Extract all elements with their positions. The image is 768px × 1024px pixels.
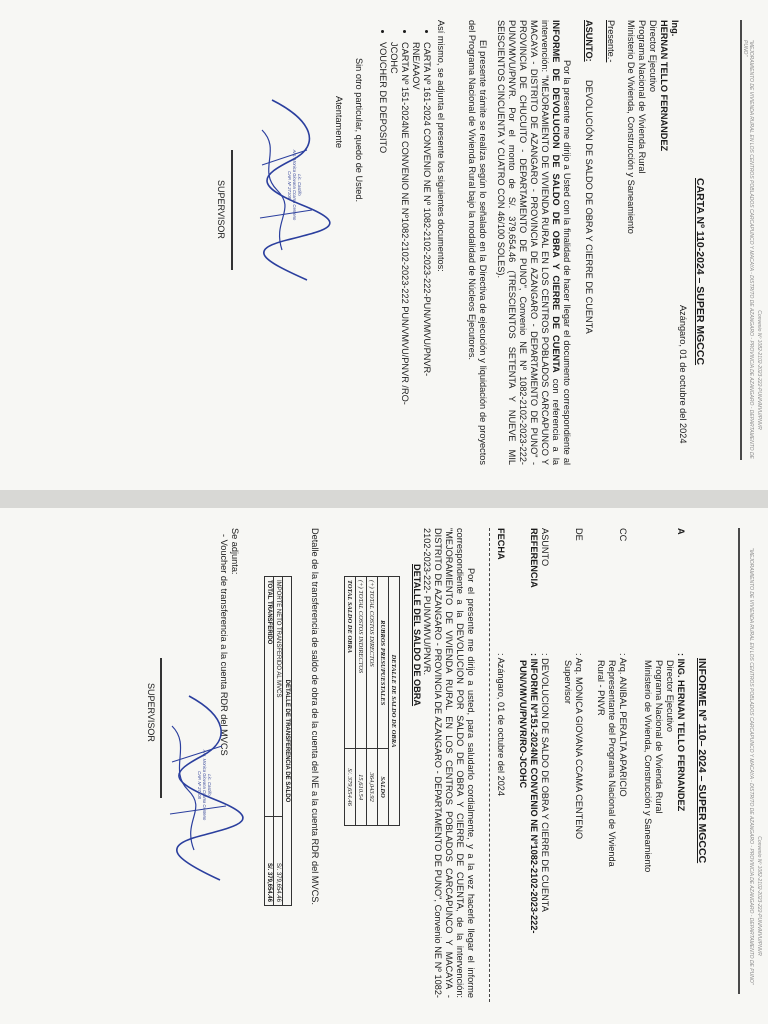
- table-row: [356, 577, 367, 826]
- table-cell: 15,610.54: [356, 749, 367, 826]
- report-a-line-1: : ING. HERNAN TELLO FERNANDEZ: [676, 653, 686, 812]
- report-header-rule: [738, 528, 740, 994]
- transfer-table: [264, 576, 292, 906]
- report-ref-line-2: PUN/VMVU/PNVR/RO-JCOHC: [518, 660, 528, 789]
- letter-header-rule: [740, 20, 742, 460]
- signer-title: SUPERVISOR: [216, 180, 226, 239]
- attach-intro: Así mismo, se adjunta el presente los siguientes documentos:: [436, 20, 446, 272]
- report-cc-line-3: Rural - PNVR: [596, 660, 606, 716]
- letter-sheet: [0, 0, 768, 490]
- letter-title: CARTA Nº 110-2024 – SUPER MGCCC: [694, 178, 706, 366]
- report-detail-text: Detalle de la transferencia de saldo de obra de la cuenta del NE a la cuenta RDR del MVCS.: [310, 528, 320, 905]
- table-cell: IMPORTE NETO TRANSFERIDO AL MVCS: [274, 577, 283, 817]
- table-cell: S/. 379,654.46: [265, 817, 274, 906]
- report-cc-label: CC: [618, 528, 628, 542]
- signature-stamp: [197, 740, 212, 830]
- report-asunto-text: : DEVOLUCION DE SALDO DE OBRA Y CIERRE DE CUENTA: [540, 653, 550, 912]
- attachment-item: • CARTA Nº 151-2024NE CONVENIO NE Nº1082-2102-2023-222 PUN/VMVU/PNVR /RO-JCOHC: [388, 42, 410, 422]
- letter-body-paragraph-2: El presente trámite se realiza según lo señalado en la Directiva de ejecución y liquidación de proyectos del Programa Nacional de Vivienda Rural bajo la modalidad de Núcleos Ejecutores.: [467, 20, 488, 465]
- report-de-line-2: Supervisor: [563, 660, 573, 704]
- table-cell: TOTAL SALDO DE OBRA: [345, 577, 356, 749]
- table-row: [345, 577, 356, 826]
- stamp-line-1: Arq. Monica Giovana Ccama Centeno: [292, 149, 297, 221]
- report-a-line-4: Ministerio de Vivienda, Construcción y Saneamiento: [643, 660, 653, 873]
- signature-line: [231, 150, 233, 270]
- saldo-col-header: SALDO: [378, 749, 389, 826]
- stamp-top: Lic. Castillo: [297, 174, 302, 196]
- letter-closing: Sin otro particular, quedo de Usted.: [354, 58, 364, 203]
- report-divider: [489, 528, 490, 1002]
- stamp-line-2: CAP. Nº 27108: [287, 171, 292, 199]
- recipient-line-4: Programa Nacional de Vivienda Rural: [637, 20, 647, 174]
- report-header-note: "MEJORAMIENTO DE VIVIENDA RURAL EN LOS CENTROS POBLADOS CARCAPUNCO Y MACAYA - DISTRITO DE AZANGARO - PROVINCIA DE AZANGARO - DEPARTAMENTO DE PUNO": [748, 548, 754, 985]
- report-cc-line-2: Representante del Programa Nacional de Vivienda: [607, 660, 617, 867]
- saldo-table-caption: DETALLE DE SALDO DE OBRA: [389, 577, 400, 826]
- stamp-line-2: CAP. Nº 27108: [197, 771, 202, 799]
- saldo-col-header: RUBROS PRESUPUESTALES: [378, 577, 389, 749]
- report-attach-item: - Voucher de transferencia a la cuenta RDR del MVCS: [219, 534, 229, 756]
- report-asunto-label: ASUNTO: [540, 528, 550, 567]
- attachment-list: [377, 24, 432, 422]
- letter-body-paragraph-1: [495, 20, 572, 465]
- report-section-title: DETALLE DEL SALDO DE OBRA: [412, 564, 422, 707]
- report-header-top: Convenio Nº 1082-2102-2023-222-PUN/VMVU/PNVR: [756, 836, 762, 956]
- recipient-line-1: Ing.: [670, 20, 680, 37]
- signature-stamp: [287, 140, 302, 230]
- table-cell: (+) TOTAL COSTOS DIRECTOS: [367, 577, 378, 749]
- report-attach-label: Se adjunta:: [230, 528, 240, 575]
- report-fecha-label: FECHA: [496, 528, 506, 560]
- report-ref-line-1: : INFORME Nº151-2024NE CONVENIO NE Nº1082-2102-2023-222-: [529, 653, 539, 934]
- table-cell: S/. 379,654.46: [345, 749, 356, 826]
- report-body: Por el presente me dirijo a usted, para saludarlo cordialmente, y a la vez hacerle llegar el informe correspondiente a la DEVOLUCION POR SALDO DE OBRA Y CIERRE DE CUENTA, de la intervención: "MEJORAMIENTO DE VIVIENDA RURAL EN LOS CENTROS POBLADOS CARCAPUNCO Y MACAYA - DISTRITO DE AZANGARO - PROVINCIA DE AZANGARO - DEPARTAMENTO DE PUNO", Convenio NE Nº 1082-2102-2023-222- PUN/VMVU/PNVR.: [422, 528, 476, 998]
- table-row: [274, 577, 283, 906]
- stamp-line-1: Arq. Monica Giovana Ccama Centeno: [202, 749, 207, 821]
- report-sheet: [0, 508, 768, 1024]
- letter-regards: Atentamente: [334, 96, 344, 149]
- table-cell: 364,043.92: [367, 749, 378, 826]
- signature-line: [160, 658, 162, 798]
- saldo-table: [344, 576, 400, 826]
- report-fecha-text: : Azángaro, 01 de octubre del 2024: [496, 653, 506, 797]
- signer-title: SUPERVISOR: [146, 683, 156, 742]
- table-cell: (+) TOTAL COSTOS INDIRECTOS: [356, 577, 367, 749]
- letter-date: Azángaro, 01 de octubre del 2024: [678, 305, 688, 444]
- table-cell: S/. 379,654.46: [274, 817, 283, 906]
- table-cell: TOTAL TRANSFERIDO: [265, 577, 274, 817]
- report-ref-label: REFERENCIA: [529, 528, 539, 588]
- report-de-line-1: : Arq. MONICA GIOVANA CCAMA CENTENO: [574, 653, 584, 840]
- report-a-line-3: Programa Nacional de Vivienda Rural: [654, 660, 664, 814]
- asunto-label: ASUNTO:: [584, 20, 594, 62]
- letter-header-top: Convenio Nº 1082-2102-2023-222-PUN/VMVU/PNVR: [756, 310, 762, 430]
- recipient-line-5: Ministerio De Vivienda, Construcción y Saneamiento: [626, 20, 636, 234]
- sheet-gap: [0, 490, 768, 508]
- table-row: [265, 577, 274, 906]
- body-1-prefix: Por la presente me dirijo a Usted con la finalidad de hacer llegar el documento correspondiente al: [562, 60, 572, 465]
- report-de-label: DE: [574, 528, 584, 541]
- report-title: INFORME Nº 110– 2024 – SUPER MGCCC: [696, 658, 708, 864]
- recipient-line-2: HERNAN TELLO FERNANDEZ: [659, 20, 669, 152]
- transfer-table-caption: DETALLE DE TRANSFERENCIA DE SALDO: [283, 577, 292, 906]
- report-a-line-2: Director Ejecutivo: [665, 660, 675, 732]
- report-a-label: A: [676, 528, 686, 535]
- attachment-item: • CARTA Nº 161-2024 CONVENIO NE Nº 1082-2102-2023-222-PUN/VMVU/PNVR-RNE/AAOV: [410, 42, 432, 422]
- asunto-text: DEVOLUCIÓN DE SALDO DE OBRA Y CIERRE DE CUENTA: [584, 80, 594, 334]
- table-row: [367, 577, 378, 826]
- recipient-line-3: Director Ejecutivo: [648, 20, 658, 92]
- presente-label: Presente.-: [606, 20, 616, 63]
- stamp-top: Lic. Castillo: [207, 774, 212, 796]
- body-1-suffix: con referencia a la intervención: "MEJORAMIENTO DE VIVIENDA RURAL EN LOS CENTROS POBLADOS CARCAPUNCO Y MACAYA - DISTRITO DE AZANGARO - PROVINCIA DE AZANGARO - DEPARTAMENTO DE PUNO" - PROVINCIA DE CHUCUITO - DEPARTAMENTO DE PUNO", Convenio NE Nº 1082-2102-2023-222-PUN/VMVU/PNVR. Por el monto de S/. 379,654.46 (TRESCIENTOS SETENTA Y NUEVE MIL SEISCIENTOS CINCUENTA Y CUATRO CON 46/100 SOLES).: [496, 20, 561, 465]
- body-1-bold: INFORME DE DEVOLUCION DE SALDO DE OBRA Y CIERRE DE CUENTA: [551, 20, 561, 373]
- report-cc-line-1: : Arq. ANIBAL PERALTA APARICIO: [618, 653, 628, 797]
- attachment-item: • VOUCHER DE DEPOSITO: [377, 42, 388, 422]
- letter-header-note: "MEJORAMIENTO DE VIVIENDA RURAL EN LOS CENTROS POBLADOS CARCAPUNCO Y MACAYA - DISTRITO DE AZANGARO - PROVINCIA DE AZANGARO - DEPARTAMENTO DE PUNO": [742, 40, 754, 459]
